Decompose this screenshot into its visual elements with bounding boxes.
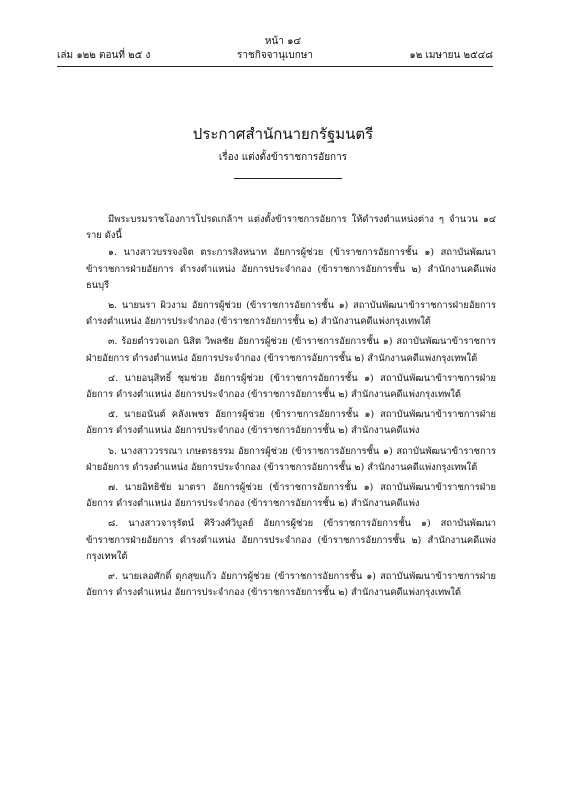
title-divider — [234, 178, 342, 179]
list-item: ๒. นายนรา ผิวงาม อัยการผู้ช่วย (ข้าราชการอัยการชั้น ๑) สถาบันพัฒนาข้าราชการฝ่ายอัยการ ดำรงตำแหน่ง อัยการประจำกอง (ข้าราชการอัยการชั้น ๒) สำนักงานคดีแพ่งกรุงเทพใต้ — [86, 300, 496, 328]
publication-date: ๑๒ เมษายน ๒๕๔๘ — [409, 50, 493, 61]
page-number: หน้า ๑๔ — [264, 36, 302, 47]
gazette-header — [57, 49, 493, 63]
gazette-name: ราชกิจจานุเบกษา — [236, 50, 314, 61]
announcement-subject: เรื่อง แต่งตั้งข้าราชการอัยการ — [218, 152, 348, 163]
list-item: ๘. นางสาวจารุรัตน์ ศิริวงศ์วิบูลย์ อัยการผู้ช่วย (ข้าราชการอัยการชั้น ๑) สถาบันพัฒนาข้าราชการฝ่ายอัยการ ดำรงตำแหน่ง อัยการประจำกอง (ข้าราชการอัยการชั้น ๒) สำนักงานคดีแพ่งกรุงเทพใต้ — [86, 518, 496, 562]
header-divider — [57, 66, 493, 67]
list-item: ๕. นายอนันต์ คลังเพชร อัยการผู้ช่วย (ข้าราชการอัยการชั้น ๑) สถาบันพัฒนาข้าราชการฝ่ายอัยการ ดำรงตำแหน่ง อัยการประจำกอง (ข้าราชการอัยการชั้น ๒) สำนักงานคดีแพ่ง — [86, 409, 496, 437]
list-item: ๖. นางสาววรรณา เกษตรธรรม อัยการผู้ช่วย (ข้าราชการอัยการชั้น ๑) สถาบันพัฒนาข้าราชการฝ่ายอัยการ ดำรงตำแหน่ง อัยการประจำกอง (ข้าราชการอัยการชั้น ๒) สำนักงานคดีแพ่งกรุงเทพใต้ — [86, 445, 496, 473]
announcement-title: ประกาศสำนักนายกรัฐมนตรี — [192, 125, 374, 143]
list-item: ๑. นางสาวบรรจงจิต ตระการสิงหนาท อัยการผู้ช่วย (ข้าราชการอัยการชั้น ๑) สถาบันพัฒนาข้าราชการฝ่ายอัยการ ดำรงตำแหน่ง อัยการประจำกอง (ข้าราชการอัยการชั้น ๒) สำนักงานคดีแพ่งธนบุรี — [86, 247, 496, 291]
volume-issue: เล่ม ๑๒๒ ตอนที่ ๒๕ ง — [57, 50, 151, 61]
list-item: ๗. นายอิทธิชัย มาตรา อัยการผู้ช่วย (ข้าราชการอัยการชั้น ๑) สถาบันพัฒนาข้าราชการฝ่ายอัยการ ดำรงตำแหน่ง อัยการประจำกอง (ข้าราชการอัยการชั้น ๒) สำนักงานคดีแพ่ง — [86, 482, 496, 510]
list-item: ๙. นายเลอศักดิ์ ดุกสุขแก้ว อัยการผู้ช่วย (ข้าราชการอัยการชั้น ๑) สถาบันพัฒนาข้าราชการฝ่ายอัยการ ดำรงตำแหน่ง อัยการประจำกอง (ข้าราชการอัยการชั้น ๒) สำนักงานคดีแพ่งกรุงเทพใต้ — [86, 571, 496, 599]
intro-paragraph: มีพระบรมราชโองการโปรดเกล้าฯ แต่งตั้งข้าราชการอัยการ ให้ดำรงตำแหน่งต่าง ๆ จำนวน ๑๔ ราย ดังนี้ — [86, 214, 496, 242]
announcement-body — [86, 212, 496, 605]
list-item: ๓. ร้อยตำรวจเอก นิสิต วิพลชัย อัยการผู้ช่วย (ข้าราชการอัยการชั้น ๑) สถาบันพัฒนาข้าราชการฝ่ายอัยการ ดำรงตำแหน่ง อัยการประจำกอง (ข้าราชการอัยการชั้น ๒) สำนักงานคดีแพ่งกรุงเทพใต้ — [86, 336, 496, 364]
list-item: ๔. นายอนุสิทธิ์ ชุมช่วย อัยการผู้ช่วย (ข้าราชการอัยการชั้น ๑) สถาบันพัฒนาข้าราชการฝ่ายอัยการ ดำรงตำแหน่ง อัยการประจำกอง (ข้าราชการอัยการชั้น ๒) สำนักงานคดีแพ่งกรุงเทพใต้ — [86, 372, 496, 401]
